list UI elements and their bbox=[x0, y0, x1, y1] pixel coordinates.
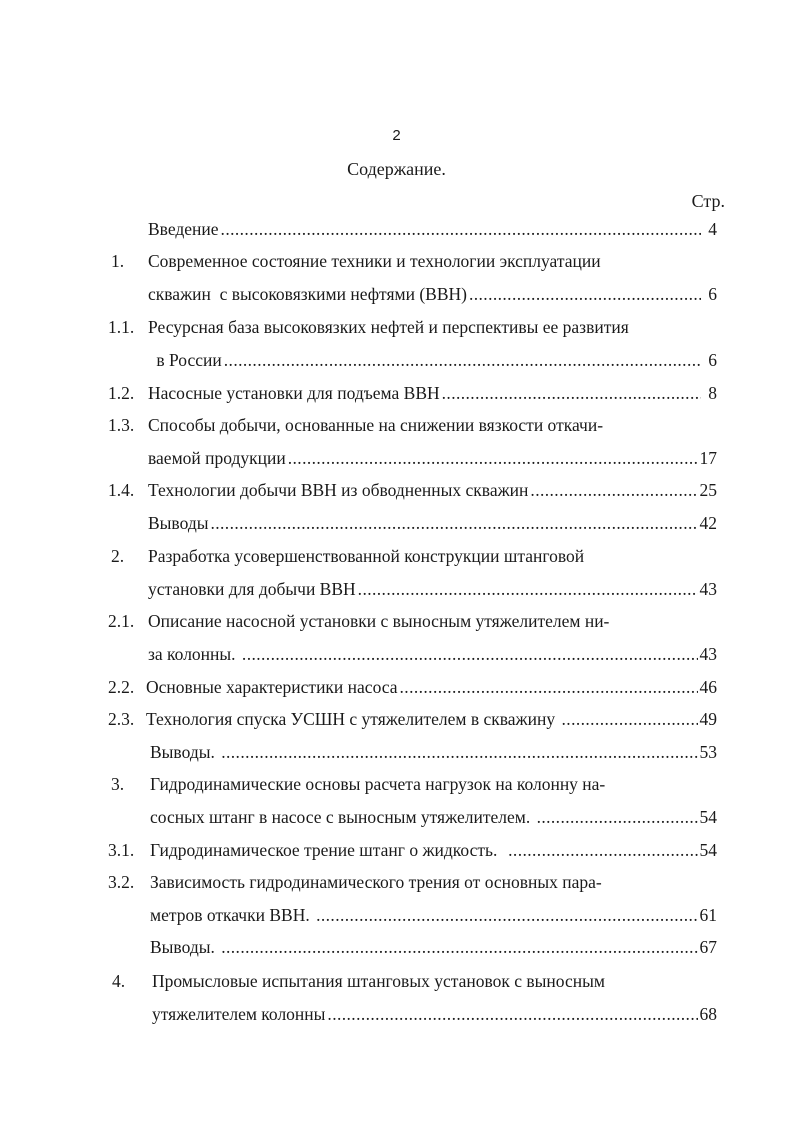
toc-entry-number: 3.2. bbox=[108, 872, 135, 892]
toc-entry-page: 43 bbox=[699, 644, 717, 664]
toc-entry-title: Промысловые испытания штанговых установок с выносным bbox=[152, 971, 605, 991]
dot-leader bbox=[358, 576, 698, 602]
toc-entry-number: 4. bbox=[112, 971, 126, 991]
toc-entry-number: 1. bbox=[111, 251, 125, 271]
toc-entry-number: 2. bbox=[111, 546, 125, 566]
dot-leader bbox=[221, 216, 701, 242]
toc-entry-line bbox=[0, 641, 793, 667]
toc-entry-number: 1.1. bbox=[108, 317, 135, 337]
toc-entry-line bbox=[0, 576, 793, 602]
toc-entry-page: 25 bbox=[699, 480, 717, 500]
toc-entry-page: 61 bbox=[699, 905, 717, 925]
page-number: 2 bbox=[392, 127, 401, 144]
toc-entry-line bbox=[0, 510, 793, 536]
toc-entry-title: скважин с высоковязкими нефтями (ВВН) bbox=[148, 284, 467, 304]
toc-entry-line bbox=[0, 771, 793, 797]
toc-entry-line bbox=[0, 934, 793, 960]
toc-entry-number: 1.2. bbox=[108, 383, 135, 403]
toc-entry-line bbox=[0, 543, 793, 569]
toc-entry-page: 49 bbox=[699, 709, 717, 729]
toc-entry-line bbox=[0, 902, 793, 928]
toc-entry-page: 54 bbox=[699, 840, 717, 860]
toc-entry-title: в России bbox=[152, 350, 222, 370]
toc-entry-title: Гидродинамическое трение штанг о жидкость. bbox=[150, 840, 507, 860]
toc-entry-line bbox=[0, 380, 793, 406]
page-title: Содержание. bbox=[347, 159, 446, 179]
toc-entry-line bbox=[0, 674, 793, 700]
toc-entry-title: за колонны. bbox=[148, 644, 240, 664]
toc-entry-title: Описание насосной установки с выносным утяжелителем ни- bbox=[148, 611, 610, 631]
toc-entry-number: 1.4. bbox=[108, 480, 135, 500]
toc-entry-number: 3.1. bbox=[108, 840, 135, 860]
toc-entry-page: 6 bbox=[708, 284, 717, 304]
toc-entry-number: 1.3. bbox=[108, 415, 135, 435]
dot-leader bbox=[537, 804, 698, 830]
dot-leader bbox=[400, 674, 698, 700]
toc-entry-title: утяжелителем колонны bbox=[152, 1004, 326, 1024]
dot-leader bbox=[288, 445, 698, 471]
dot-leader bbox=[327, 1001, 697, 1027]
toc-entry-title: Основные характеристики насоса bbox=[146, 677, 398, 697]
toc-entry-line bbox=[0, 608, 793, 634]
dot-leader bbox=[242, 641, 698, 667]
toc-entry-line bbox=[0, 445, 793, 471]
toc-entry-page: 6 bbox=[708, 350, 717, 370]
toc-entry-page: 4 bbox=[708, 219, 717, 239]
toc-entry-title: Выводы. bbox=[150, 742, 220, 762]
toc-entry-line bbox=[0, 281, 793, 307]
toc-entry-number: 2.2. bbox=[108, 677, 135, 697]
toc-entry-number: 2.1. bbox=[108, 611, 135, 631]
toc-entry-title: установки для добычи ВВН bbox=[148, 579, 356, 599]
toc-entry-line bbox=[0, 968, 793, 994]
toc-entry-page: 54 bbox=[699, 807, 717, 827]
dot-leader bbox=[469, 281, 701, 307]
toc-entry-page: 46 bbox=[699, 677, 717, 697]
toc-entry-line bbox=[0, 477, 793, 503]
toc-entry-title: Гидродинамические основы расчета нагрузок на колонну на- bbox=[150, 774, 606, 794]
toc-entry-page: 67 bbox=[699, 937, 717, 957]
toc-entry-line bbox=[0, 347, 793, 373]
toc-entry-title: Технология спуска УСШН с утяжелителем в скважину bbox=[146, 709, 560, 729]
dot-leader bbox=[224, 347, 701, 373]
dot-leader bbox=[316, 902, 697, 928]
toc-entry-page: 68 bbox=[699, 1004, 717, 1024]
toc-entry-page: 42 bbox=[699, 513, 717, 533]
toc-entry-line bbox=[0, 739, 793, 765]
toc-entry-number: 3. bbox=[111, 774, 125, 794]
dot-leader bbox=[508, 837, 697, 863]
dot-leader bbox=[530, 477, 697, 503]
toc-entry-page: 17 bbox=[699, 448, 717, 468]
toc-entry-line bbox=[0, 248, 793, 274]
toc-entry-line bbox=[0, 412, 793, 438]
toc-entry-title: Технологии добычи ВВН из обводненных скважин bbox=[148, 480, 529, 500]
toc-entry-line bbox=[0, 1001, 793, 1027]
toc-entry-title: Введение bbox=[148, 219, 219, 239]
pages-column-label: Стр. bbox=[691, 191, 725, 211]
toc-entry-title: сосных штанг в насосе с выносным утяжелителем. bbox=[150, 807, 535, 827]
toc-entry-title: Выводы. bbox=[150, 937, 220, 957]
toc-entry-line bbox=[0, 869, 793, 895]
toc-entry-page: 53 bbox=[699, 742, 717, 762]
toc-entry-title: ваемой продукции bbox=[148, 448, 286, 468]
dot-leader bbox=[221, 739, 697, 765]
dot-leader bbox=[221, 934, 697, 960]
toc-entry-line bbox=[0, 706, 793, 732]
toc-entry-line bbox=[0, 804, 793, 830]
toc-entry-number: 2.3. bbox=[108, 709, 135, 729]
toc-entry-title: Насосные установки для подъема ВВН bbox=[148, 383, 440, 403]
toc-entry-line bbox=[0, 837, 793, 863]
dot-leader bbox=[562, 706, 698, 732]
toc-entry-title: Зависимость гидродинамического трения от основных пара- bbox=[150, 872, 602, 892]
toc-entry-title: метров откачки ВВН. bbox=[150, 905, 315, 925]
toc-entry-title: Выводы bbox=[148, 513, 209, 533]
toc-entry-title: Способы добычи, основанные на снижении вязкости откачи- bbox=[148, 415, 604, 435]
toc-entry-title: Ресурсная база высоковязких нефтей и перспективы ее развития bbox=[148, 317, 629, 337]
toc-entry-title: Разработка усовершенствованной конструкции штанговой bbox=[148, 546, 585, 566]
toc-entry-title: Современное состояние техники и технологии эксплуатации bbox=[148, 251, 601, 271]
toc-entry-line bbox=[0, 216, 793, 242]
toc-entry-page: 8 bbox=[708, 383, 717, 403]
toc-entry-line bbox=[0, 314, 793, 340]
dot-leader bbox=[442, 380, 701, 406]
toc-entry-page: 43 bbox=[699, 579, 717, 599]
dot-leader bbox=[210, 510, 697, 536]
